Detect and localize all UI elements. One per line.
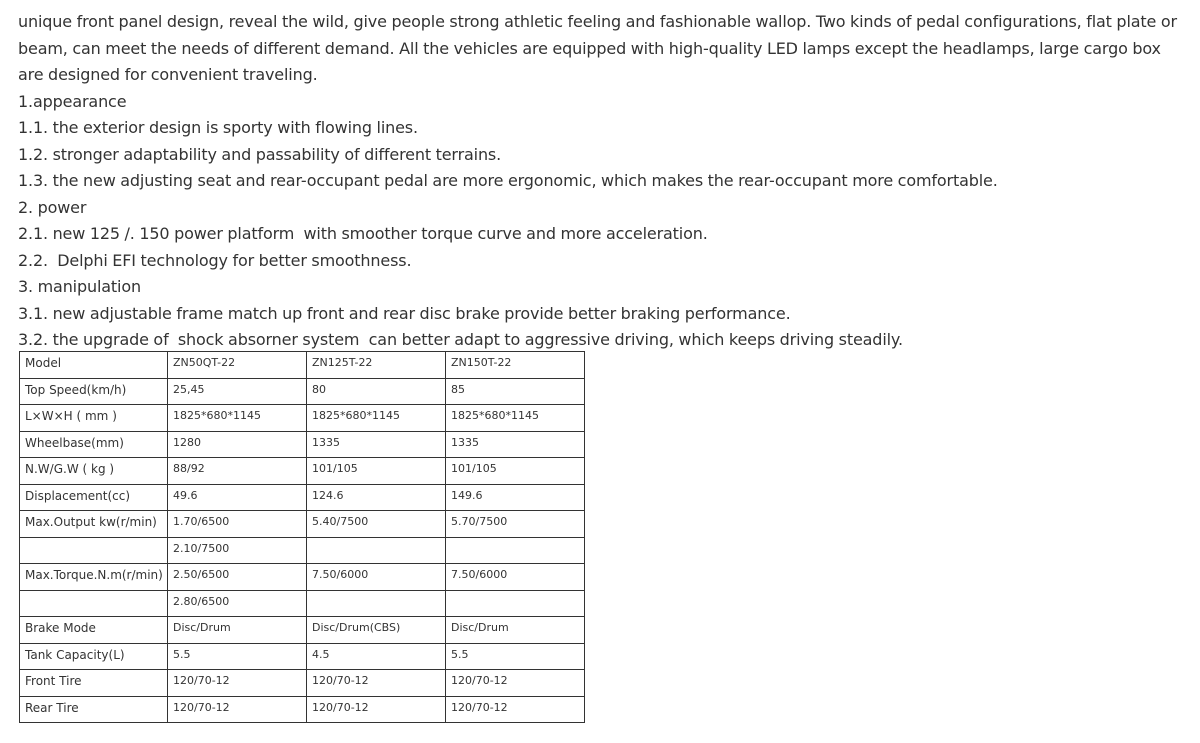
table-row xyxy=(20,378,585,405)
table-cell: ZN125T-22 xyxy=(307,352,446,379)
table-cell: Max.Torque.N.m(r/min) xyxy=(20,564,168,591)
section-heading-appearance: 1.appearance xyxy=(18,91,127,111)
spec-table xyxy=(19,351,585,723)
table-cell xyxy=(307,537,446,564)
table-cell: Wheelbase(mm) xyxy=(20,431,168,458)
table-row xyxy=(20,696,585,723)
table-cell: 149.6 xyxy=(446,484,585,511)
table-cell: 5.70/7500 xyxy=(446,511,585,538)
table-row xyxy=(20,564,585,591)
table-row xyxy=(20,458,585,485)
table-cell xyxy=(307,590,446,617)
table-row xyxy=(20,484,585,511)
table-cell: 49.6 xyxy=(168,484,307,511)
table-cell: 80 xyxy=(307,378,446,405)
table-cell: 120/70-12 xyxy=(168,670,307,697)
table-cell: 2.10/7500 xyxy=(168,537,307,564)
table-cell: 7.50/6000 xyxy=(307,564,446,591)
table-cell: 124.6 xyxy=(307,484,446,511)
table-cell: 1335 xyxy=(307,431,446,458)
table-cell: 5.40/7500 xyxy=(307,511,446,538)
table-cell: 101/105 xyxy=(446,458,585,485)
table-cell: Displacement(cc) xyxy=(20,484,168,511)
table-cell: 2.80/6500 xyxy=(168,590,307,617)
table-cell xyxy=(446,590,585,617)
table-cell: 5.5 xyxy=(168,643,307,670)
feature-line: 3.2. the upgrade of shock absorner system can better adapt to aggressive driving, which keeps driving steadily. xyxy=(18,330,903,349)
table-cell: 120/70-12 xyxy=(446,670,585,697)
table-cell: 5.5 xyxy=(446,643,585,670)
table-row xyxy=(20,405,585,432)
section-heading-manipulation: 3. manipulation xyxy=(18,277,141,296)
table-cell xyxy=(20,537,168,564)
table-cell: 1280 xyxy=(168,431,307,458)
table-cell: 1.70/6500 xyxy=(168,511,307,538)
table-cell: 7.50/6000 xyxy=(446,564,585,591)
feature-line: 1.2. stronger adaptability and passability of different terrains. xyxy=(18,144,502,164)
table-row xyxy=(20,352,585,379)
table-cell: 1825*680*1145 xyxy=(446,405,585,432)
table-row xyxy=(20,431,585,458)
table-row xyxy=(20,511,585,538)
table-cell: Disc/Drum(CBS) xyxy=(307,617,446,644)
table-cell: 120/70-12 xyxy=(307,670,446,697)
table-cell: Disc/Drum xyxy=(168,617,307,644)
table-cell: ZN150T-22 xyxy=(446,352,585,379)
table-cell: Rear Tire xyxy=(20,696,168,723)
table-cell: 1335 xyxy=(446,431,585,458)
table-cell xyxy=(446,537,585,564)
table-cell: Brake Mode xyxy=(20,617,168,644)
table-cell: Tank Capacity(L) xyxy=(20,643,168,670)
table-row xyxy=(20,670,585,697)
intro-paragraph: unique front panel design, reveal the wild, give people strong athletic feeling and fashionable wallop. Two kinds of pedal configurations, flat plate or beam, can meet the needs of different demand. All the vehicles are equipped with high-quality LED lamps except the headlamps, large cargo box are designed for convenient traveling. xyxy=(18,12,1177,84)
feature-line: 1.1. the exterior design is sporty with flowing lines. xyxy=(18,118,418,137)
table-cell: Max.Output kw(r/min) xyxy=(20,511,168,538)
table-cell: 4.5 xyxy=(307,643,446,670)
table-cell: 1825*680*1145 xyxy=(168,405,307,432)
table-row xyxy=(20,590,585,617)
feature-line: 1.3. the new adjusting seat and rear-occupant pedal are more ergonomic, which makes the rear-occupant more comfortable. xyxy=(18,171,998,190)
table-row xyxy=(20,537,585,564)
table-row xyxy=(20,617,585,644)
table-cell: 120/70-12 xyxy=(168,696,307,723)
table-cell: ZN50QT-22 xyxy=(168,352,307,379)
feature-line: 2.2. Delphi EFI technology for better smoothness. xyxy=(18,250,412,270)
table-cell xyxy=(20,590,168,617)
table-cell: Model xyxy=(20,352,168,379)
table-cell: 25,45 xyxy=(168,378,307,405)
table-cell: 1825*680*1145 xyxy=(307,405,446,432)
table-cell: N.W/G.W ( kg ) xyxy=(20,458,168,485)
feature-line: 3.1. new adjustable frame match up front and rear disc brake provide better braking performance. xyxy=(18,303,791,323)
section-heading-power: 2. power xyxy=(18,197,87,217)
table-cell: 101/105 xyxy=(307,458,446,485)
table-cell: 2.50/6500 xyxy=(168,564,307,591)
table-cell: 120/70-12 xyxy=(307,696,446,723)
table-cell: 85 xyxy=(446,378,585,405)
table-cell: 88/92 xyxy=(168,458,307,485)
table-row xyxy=(20,643,585,670)
table-cell: L×W×H ( mm ) xyxy=(20,405,168,432)
table-cell: 120/70-12 xyxy=(446,696,585,723)
table-cell: Front Tire xyxy=(20,670,168,697)
table-cell: Disc/Drum xyxy=(446,617,585,644)
feature-list xyxy=(18,89,1188,354)
feature-line: 2.1. new 125 /. 150 power platform with smoother torque curve and more acceleration. xyxy=(18,224,708,243)
table-cell: Top Speed(km/h) xyxy=(20,378,168,405)
